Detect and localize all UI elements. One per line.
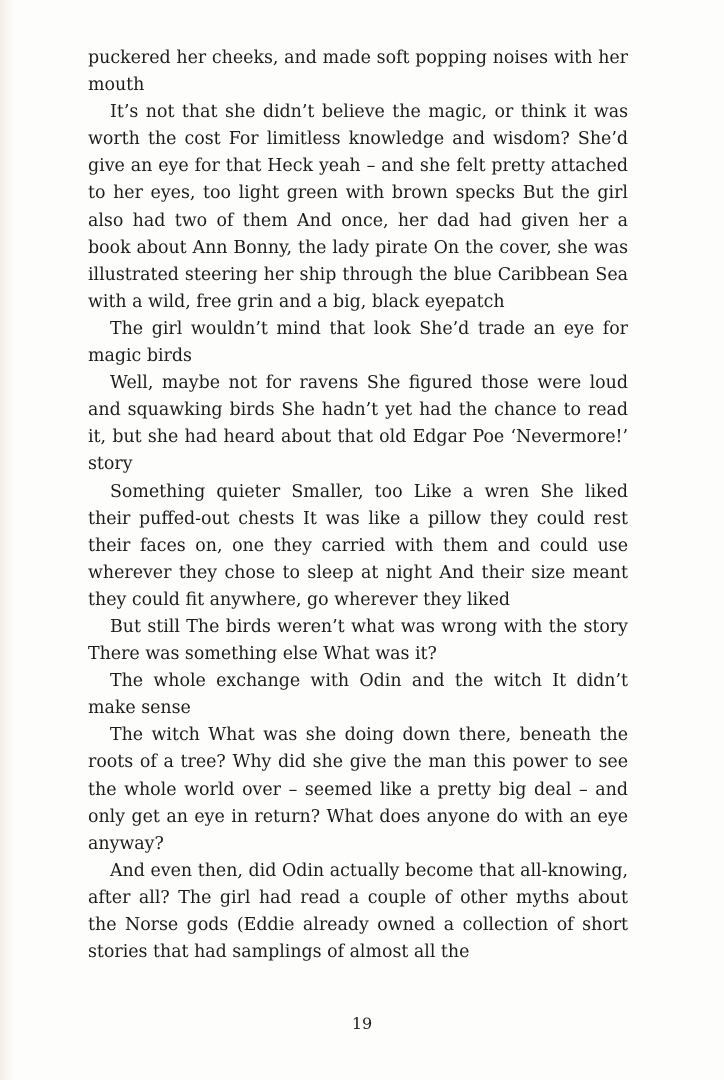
body-text	[88, 45, 628, 966]
page-number: 19	[351, 1014, 373, 1033]
paragraph: The girl wouldn’t mind that look She’d trade an eye for magic birds	[88, 318, 628, 367]
paragraph: Well, maybe not for ravens She figured those were loud and squawking birds She hadn’t yet had the chance to read it, but she had heard about that old Edgar Poe ‘Nevermore!’ story	[88, 373, 628, 475]
page-gutter-shadow	[0, 0, 14, 1080]
paragraph: But still The birds weren’t what was wrong with the story There was something else What was it?	[88, 616, 628, 665]
paragraph: The witch What was she doing down there, beneath the roots of a tree? Why did she give the man this power to see the whole world over – seemed like a pretty big deal – and only get an eye in return? What does anyone do with an eye anyway?	[88, 725, 628, 854]
paragraph: puckered her cheeks, and made soft popping noises with her mouth	[88, 48, 628, 96]
paragraph: It’s not that she didn’t believe the magic, or think it was worth the cost For limitless knowledge and wisdom? She’d give an eye for that Heck yeah – and she felt pretty attached to her eyes, too light green with brown specks But the girl also had two of them And once, her dad had given her a book about Ann Bonny, the lady pirate On the cover, she was illustrated steering her ship through the blue Caribbean Sea with a wild, free grin and a big, black eyepatch	[88, 102, 628, 312]
paragraph: Something quieter Smaller, too Like a wren She liked their puffed-out chests It was like a pillow they could rest their faces on, one they carried with them and could use wherever they chose to sleep at night And their size meant they could fit anywhere, go wherever they liked	[88, 481, 628, 610]
paragraph: And even then, did Odin actually become that all-knowing, after all? The girl had read a couple of other myths about the Norse gods (Eddie already owned a collection of short stories that had samplings of almost all the	[88, 860, 628, 963]
paragraph: The whole exchange with Odin and the witch It didn’t make sense	[88, 671, 628, 719]
